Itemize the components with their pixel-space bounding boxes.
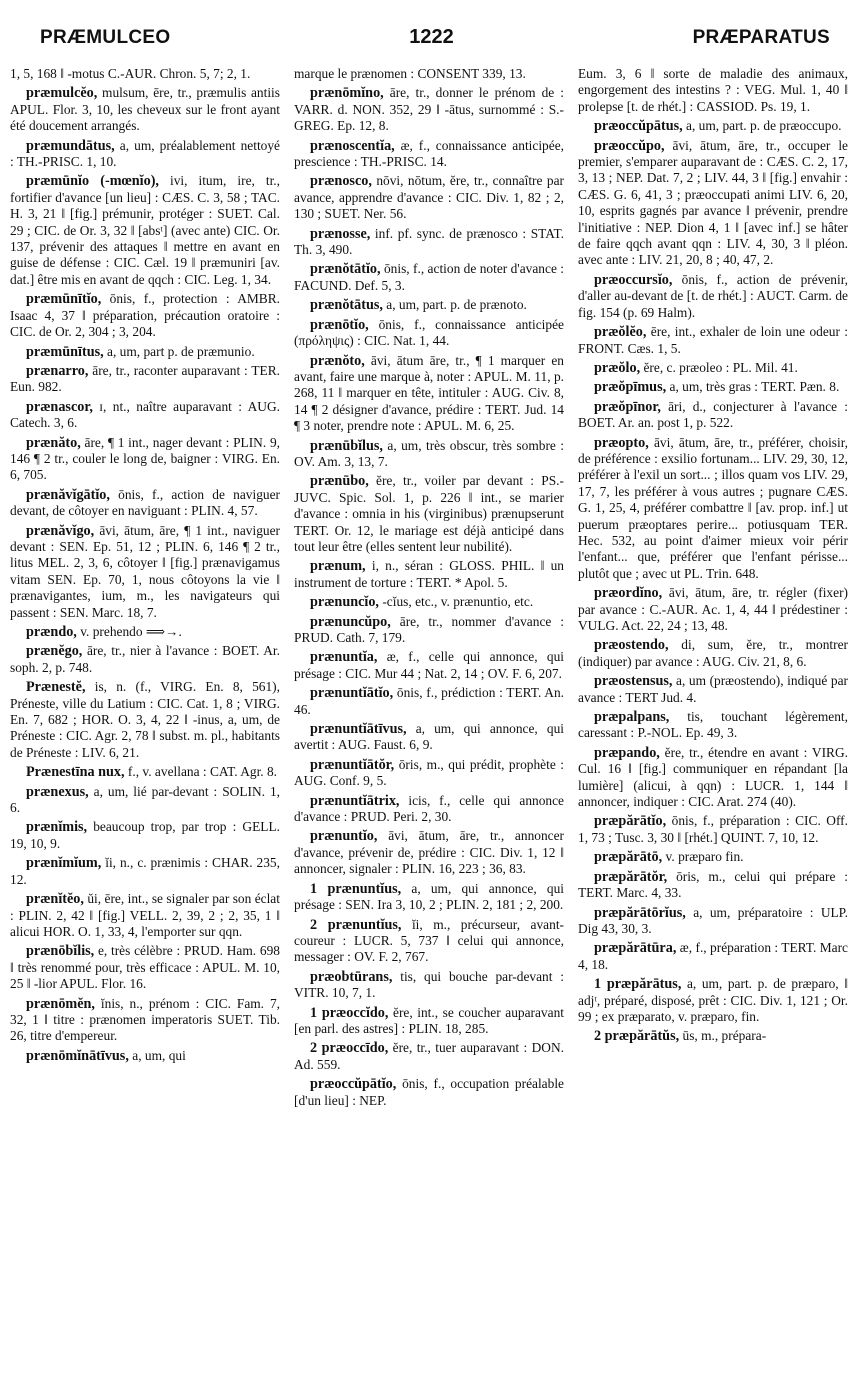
dictionary-entry: [10, 291, 280, 340]
right-guide-word: PRÆPARATUS: [692, 27, 830, 48]
entry-headword: 2 præoccīdo,: [310, 1040, 389, 1057]
entry-headword: prænūbo,: [310, 473, 369, 490]
entry-headword: præmundātus,: [26, 137, 115, 154]
entry-headword: præŏlĕo,: [594, 324, 647, 341]
entry-definition: inf. pf. sync. de prænosco : STAT. Th. 3, 490.: [294, 225, 564, 258]
entry-headword: prænăvĭgātĭo,: [26, 486, 110, 503]
column-right: [578, 66, 848, 1379]
entry-definition: āvi, ātum, āre, ¶ 1 int., naviguer devant : SEN. Ep. 51, 12 ; PLIN. 6, 146 ¶ 2 tr., litus MEL. 2, 3, 6, côtoyer ‖ [fig.] prænavigamus vitam SEN. Ep. 70, 1, nous côtoyons la vie ‖ prænavigantes, ium, m., les navigateurs qui passent : SEN. Marc. 18, 7.: [10, 522, 280, 620]
entry-definition: di, sum, ĕre, tr., montrer (indiquer) par avance : AUG. Civ. 21, 8, 6.: [578, 637, 848, 669]
entry-headword: prænuncĭo,: [310, 594, 379, 611]
dictionary-entry: [10, 643, 280, 676]
entry-headword: prænōmĕn,: [26, 995, 95, 1012]
dictionary-entry: [10, 363, 280, 396]
dictionary-entry: [294, 317, 564, 350]
dictionary-entry: [578, 1028, 848, 1044]
entry-headword: prænōtĭo,: [310, 316, 369, 333]
entry-definition: āre, tr., nommer d'avance : PRUD. Cath. 7, 179.: [294, 613, 564, 645]
entry-definition: āre, tr., raconter auparavant : TER. Eun. 982.: [10, 362, 280, 395]
entry-definition: āre, tr., nier à l'avance : BOET. Ar. soph. 2, p. 748.: [10, 643, 280, 675]
dictionary-entry: [294, 1040, 564, 1073]
entry-definition: āvi, ātum, āre, tr., occuper le premier, s'emparer auparavant de : CÆS. C. 2, 17, 3, 13 ; NEP. Dat. 7, 2 ; LIV. 44, 3 ‖ [fig.] envahir : CÆS. G. 6, 41, 3 ; præoccupati animi LIV. 6, 20, 10, esprits gagnés par avance ‖ prévenir, prendre l'initiative : NEP. Dion 4, 1 ‖ [avec inf.] se hâter de faire qqch avant qqn : LIV. 4, 30, 3 ‖ pléon. avec ante : LIV. 21, 20, 8 ; 40, 47, 2.: [578, 137, 848, 268]
dictionary-entry: [578, 813, 848, 846]
dictionary-entry: [294, 226, 564, 259]
entry-definition: ĕre, tr., tuer auparavant : DON. Ad. 559.: [294, 1040, 564, 1072]
entry-headword: prænuntĭātīvus,: [310, 721, 407, 738]
dictionary-entry: [10, 996, 280, 1045]
entry-definition: a, um, préalablement nettoyé : TH.-PRISC. 1, 10.: [10, 137, 280, 170]
entry-definition: i, n., séran : GLOSS. PHIL. ‖ un instrument de torture : TERT. * Apol. 5.: [294, 558, 564, 590]
entry-definition: āvi, ātum, āre, tr., préférer, choisir, de préférence : exsilio fortunam... LIV. 29, 30, 12, préférer à l'exil un sort... ; illos quam vos LIV. 29, 17, 7, les préférer à vous autres ; pugnare CÆS. G. 1, 25, 4, préférer combattre ‖ [av. prop. inf.] ut puerum præoptares perire... potiusquam TER. Hec. 532, au point d'aimer mieux voir périr l'enfant... que, préférer que l'enfant périsse... plutôt que ; avec ut PL. Trin. 648.: [578, 434, 848, 581]
entry-headword: 2 prænuntĭus,: [310, 916, 402, 933]
entry-definition: a, um, qui annonce, qui avertit : AUG. Faust. 6, 9.: [294, 721, 564, 753]
dictionary-entry: [578, 940, 848, 973]
entry-headword: prænuntĭātrix,: [310, 792, 400, 809]
dictionary-entry: [294, 558, 564, 591]
entry-headword: prændo,: [26, 624, 77, 640]
entry-definition: a, um, part. p. de præparo, ‖ adjᵗ, préparé, disposé, prêt : CIC. Div. 1, 121 ; Or. 99 ; ex præparato, v. præparo, fin.: [578, 976, 848, 1024]
column-left: [10, 66, 280, 1379]
left-guide-word: PRÆMULCEO: [40, 27, 171, 48]
entry-definition: icis, f., celle qui annonce d'avance : PRUD. Peri. 2, 30.: [294, 792, 564, 825]
dictionary-entry: [294, 685, 564, 718]
entry-definition: a, um, qui: [132, 1047, 186, 1063]
entry-definition: ūs, m., prépara-: [682, 1028, 767, 1044]
entry-headword: præpărātūra,: [594, 940, 677, 957]
entry-headword: prænūbĭlus,: [310, 437, 383, 454]
dictionary-entry: [294, 1005, 564, 1038]
entry-definition: a, um, qui annonce, qui présage : SEN. Ira 3, 10, 2 ; PLIN. 2, 181 ; 2, 200.: [294, 880, 564, 913]
entry-definition: ōnis, f., action de naviguer devant, de côtoyer en naviguant : PLIN. 4, 57.: [10, 486, 280, 519]
entry-headword: præŏpīmus,: [594, 379, 667, 396]
dictionary-entry: [578, 673, 848, 706]
entry-definition: is, n. (f., VIRG. En. 8, 561), Préneste, ville du Latium : CIC. Cat. 1, 8 ; VIRG. En. 7, 682 ; HOR. O. 3, 4, 22 ‖ -inus, a, um, de Préneste : CIC. Agr. 2, 78 ‖ subst. m. pl., habitants de Préneste : LIV. 6, 21.: [10, 679, 280, 760]
entry-definition: ĕre, c. præoleo : PL. Mil. 41.: [643, 359, 798, 375]
dictionary-entry: [10, 679, 280, 761]
entry-headword: prænōbĭlis,: [26, 943, 95, 960]
entry-headword: Prænestĕ,: [26, 679, 86, 696]
dictionary-entry: [578, 976, 848, 1025]
entry-headword: 1 præpărātus,: [594, 976, 682, 993]
entry-definition: ōnis, f., préparation : CIC. Off. 1, 73 ; Tusc. 3, 30 ‖ [rhét.] QUINT. 7, 10, 12.: [578, 813, 848, 845]
entry-headword: præobtūrans,: [310, 968, 393, 985]
entry-headword: Prænestīna nux,: [26, 764, 125, 781]
entry-definition: āvi, ātum āre, tr., ¶ 1 marquer en avant, faire une marque à, noter : APUL. M. 11, p. 268, 11 ‖ marquer en tête, intituler : AUG. Civ. 8, 14 ¶ 2 désigner d'avance, prédire : TERT. Jud. 14 ¶ 3 noter, prendre note : APUL. M. 6, 25.: [294, 352, 564, 434]
dictionary-entry: [578, 360, 848, 376]
dictionary-entry: [578, 745, 848, 811]
entry-definition: mulsum, ēre, tr., præmulis antiis APUL. Flor. 3, 10, les cheveux sur le front ayant été doucement arrangés.: [10, 85, 280, 134]
entry-definition: ōnis, f., prédiction : TERT. An. 46.: [294, 685, 564, 717]
entry-headword: præoccŭpo,: [594, 137, 665, 154]
column-middle: [294, 66, 564, 1379]
dictionary-entry: [10, 173, 280, 288]
entry-headword: præoccursĭo,: [594, 271, 673, 288]
entry-headword: præpărātō,: [594, 849, 663, 866]
dictionary-entry: [578, 905, 848, 938]
entry-definition: v. prehendo ⟹→.: [80, 624, 182, 639]
entry-headword: prænarro,: [26, 362, 89, 379]
entry-definition: ōris, m., celui qui prépare : TERT. Marc. 4, 33.: [578, 868, 848, 901]
dictionary-entry: [10, 435, 280, 484]
dictionary-entry: [578, 709, 848, 742]
entry-headword: 2 præpărātŭs,: [594, 1028, 680, 1045]
entry-definition: ōnis, f., connaissance anticipée (πρόληψις) : CIC. Nat. 1, 44.: [294, 316, 564, 349]
entry-headword: prænĭtĕo,: [26, 891, 84, 908]
entry-definition: ĭnis, n., prénom : CIC. Fam. 7, 32, 1 ‖ titre : prænomen imperatoris SUET. Tib. 26, titre d'empereur.: [10, 995, 280, 1044]
entry-headword: prænuncŭpo,: [310, 613, 391, 630]
entry-definition: a, um, part. p. de præoccupo.: [686, 118, 842, 134]
entry-headword: prænuntĭa,: [310, 649, 378, 666]
dictionary-entry: [294, 438, 564, 471]
entry-definition: ōnis, f., action de noter d'avance : FACUND. Def. 5, 3.: [294, 261, 564, 293]
entry-headword: præpărātŏr,: [594, 868, 668, 885]
entry-headword: prænuntĭātĭo,: [310, 685, 394, 702]
entry-definition: nōvi, nōtum, ĕre, tr., connaître par avance, apprendre d'avance : CIC. Div. 1, 82 ; 2, 130 ; SUET. Ner. 56.: [294, 173, 564, 222]
entry-definition: e, très célèbre : PRUD. Ham. 698 ‖ très renommé pour, très efficace : APUL. M. 10, 25 ‖ -lior APUL. Flor. 16.: [10, 943, 280, 992]
dictionary-entry: [578, 637, 848, 670]
entry-headword: prænăvĭgo,: [26, 522, 95, 539]
entry-headword: prænuntĭo,: [310, 828, 378, 845]
entry-headword: præordĭno,: [594, 585, 663, 602]
entry-headword: præmūnītĭo,: [26, 291, 102, 308]
dictionary-entry: [578, 435, 848, 583]
entry-definition: ĕre, tr., voiler par devant : PS.-JUVC. Spic. Sol. 1, p. 226 ‖ int., se marier d'avance : omnia in his (virginibus) prænupserunt TERT. Or. 12, le mariage est déjà anticipé dans tout leur être (elles sentent leur nubilité).: [294, 473, 564, 554]
text-columns: [10, 66, 848, 1379]
dictionary-entry: [294, 917, 564, 966]
entry-headword: præoccŭpātus,: [594, 118, 683, 135]
entry-headword: præoccŭpātĭo,: [310, 1076, 397, 1093]
entry-definition: ōnis, f., occupation préalable [d'un lieu] : NEP.: [294, 1076, 564, 1108]
entry-definition: āre, ¶ 1 int., nager devant : PLIN. 9, 146 ¶ 2 tr., couler le long de, baigner : VIRG. En. 6, 705.: [10, 434, 280, 483]
entry-definition: ōris, m., qui prédit, prophète : AUG. Conf. 9, 5.: [294, 756, 564, 789]
dictionary-entry: [578, 324, 848, 357]
entry-headword: prænĭmis,: [26, 819, 88, 836]
dictionary-entry: [294, 721, 564, 754]
dictionary-entry: [294, 353, 564, 435]
entry-headword: præŏpīnor,: [594, 398, 661, 415]
dictionary-entry: [10, 487, 280, 520]
entry-definition: ōnis, f., action de prévenir, d'aller au-devant de [t. de rhét.] : AUCT. Carm. de fig. 154 (p. 69 Halm).: [578, 271, 848, 320]
dictionary-entry: [294, 173, 564, 222]
entry-headword: præpărātĭo,: [594, 813, 667, 830]
entry-definition: ĕre, tr., étendre en avant : VIRG. Cul. 16 ‖ [fig.] communiquer en répandant [la lumière] (alicui, à qqn) : LUCR. 1, 144 ‖ annoncer, indiquer : CIC. Arat. 274 (40).: [578, 744, 848, 810]
dictionary-entry: [578, 272, 848, 321]
entry-definition: tis, touchant légèrement, caressant : P.-NOL. Ep. 49, 3.: [578, 709, 848, 741]
entry-definition: ĕre, int., se coucher auparavant [en parl. des astres] : PLIN. 18, 285.: [294, 1004, 564, 1036]
entry-headword: præmulcĕo,: [26, 85, 98, 102]
entry-definition: ĭi, m., précurseur, avant-coureur : LUCR. 5, 737 ‖ celui qui annonce, messager : OV. F. 2, 767.: [294, 916, 564, 965]
entry-headword: prænoscentĭa,: [310, 137, 395, 154]
entry-headword: præmūnĭo (-mœnĭo),: [26, 173, 159, 190]
dictionary-entry: [294, 261, 564, 294]
entry-definition: 1, 5, 168 ‖ -motus C.-AUR. Chron. 5, 7; 2, 1.: [10, 66, 251, 81]
entry-headword: prænōmĭno,: [310, 85, 384, 102]
dictionary-entry: [294, 614, 564, 647]
dictionary-entry: [10, 943, 280, 992]
entry-headword: 1 prænuntĭus,: [310, 880, 402, 897]
entry-headword: prænexus,: [26, 783, 89, 800]
dictionary-entry: [578, 138, 848, 269]
dictionary-entry: [294, 473, 564, 555]
entry-headword: prænĭmĭum,: [26, 855, 102, 872]
dictionary-entry: [294, 297, 564, 313]
entry-headword: prænum,: [310, 558, 366, 575]
dictionary-entry: [10, 764, 280, 780]
entry-definition: a, um, très gras : TERT. Pæn. 8.: [669, 379, 840, 395]
entry-headword: prænăto,: [26, 434, 81, 451]
dictionary-entry: [294, 793, 564, 826]
dictionary-entry: [294, 649, 564, 682]
entry-definition: f., v. avellana : CAT. Agr. 8.: [127, 764, 278, 780]
entry-definition: marque le prænomen : CONSENT 339, 13.: [294, 66, 526, 81]
entry-definition: beaucoup trop, par trop : GELL. 19, 10, 9.: [10, 819, 280, 851]
entry-definition: æ, f., préparation : TERT. Marc 4, 18.: [578, 940, 848, 972]
entry-definition: -cĭus, etc., v. prænuntio, etc.: [382, 594, 534, 610]
dictionary-entry: [294, 66, 564, 82]
entry-definition: āre, tr., donner le prénom de : VARR. d. NON. 352, 29 ‖ -ātus, surnommé : S.-GREG. Ep. 12, 8.: [294, 85, 564, 134]
entry-headword: prænĕgo,: [26, 643, 83, 660]
dictionary-entry: [10, 523, 280, 621]
entry-headword: prænŏto,: [310, 352, 365, 369]
entry-headword: præmūnītus,: [26, 343, 104, 360]
entry-definition: ivi, itum, ire, tr., fortifier d'avance [un lieu] : CÆS. C. 3, 58 ; TAC. H. 3, 21 ‖ [fig.] prémunir, protéger : SUET. Cal. 29 ; CIC. de Or. 3, 32 ‖ [absᵗ] (avec ante) CIC. Or. 137, prévenir des attaques ‖ mettre en avant en guise de défense : CIC. Cæl. 19 ‖ præmuniri [av. dat.] être mis en avant de qqch : CIC. Leg. 1, 34.: [10, 173, 280, 287]
dictionary-entry: [10, 855, 280, 888]
dictionary-entry: [10, 624, 280, 640]
entry-headword: præostendo,: [594, 637, 669, 654]
entry-definition: v. præparo fin.: [665, 849, 744, 865]
dictionary-entry: [294, 138, 564, 171]
dictionary-entry: [578, 66, 848, 115]
entry-definition: āvi, ātum, āre, tr. régler (fixer) par avance : C.-AUR. Ac. 1, 4, 44 ‖ prédestiner : VULG. Act. 22, 24 ; 13, 48.: [578, 585, 848, 633]
entry-headword: præopto,: [594, 434, 649, 451]
entry-headword: prænascor,: [26, 398, 93, 415]
entry-definition: æ, f., celle qui annonce, qui présage : CIC. Mur 44 ; Nat. 2, 14 ; OV. F. 6, 207.: [294, 649, 564, 681]
entry-headword: præpando,: [594, 744, 660, 761]
running-header: [40, 26, 830, 56]
dictionary-entry: [578, 399, 848, 432]
dictionary-entry: [10, 85, 280, 134]
entry-headword: præŏlo,: [594, 359, 641, 376]
entry-definition: a, um, préparatoire : ULP. Dig 43, 30, 3.: [578, 904, 848, 936]
dictionary-entry: [10, 784, 280, 817]
entry-headword: præpalpans,: [594, 709, 670, 726]
dictionary-entry: [578, 869, 848, 902]
entry-headword: prænuntĭātŏr,: [310, 756, 395, 773]
entry-definition: tis, qui bouche par-devant : VITR. 10, 7, 1.: [294, 968, 564, 1001]
dictionary-entry: [578, 585, 848, 634]
entry-definition: a, um (præostendo), indiqué par avance : TERT Jud. 4.: [578, 673, 848, 705]
entry-definition: āri, d., conjecturer à l'avance : BOET. Ar. an. post 1, p. 522.: [578, 398, 848, 431]
entry-definition: a, um, très obscur, très sombre : OV. Am. 3, 13, 7.: [294, 437, 564, 469]
dictionary-entry: [578, 379, 848, 395]
dictionary-entry: [294, 881, 564, 914]
dictionary-entry: [10, 819, 280, 852]
dictionary-entry: [10, 399, 280, 432]
entry-definition: æ, f., connaissance anticipée, prescience : TH.-PRISC. 14.: [294, 137, 564, 170]
entry-definition: ōnis, f., protection : AMBR. Isaac 4, 37 ‖ préparation, précaution oratoire : CIC. de Or. 2, 304 ; 3, 204.: [10, 291, 280, 340]
entry-headword: prænosco,: [310, 173, 372, 190]
entry-headword: 1 præoccĭdo,: [310, 1004, 389, 1021]
entry-definition: āvi, ātum, āre, tr., annoncer d'avance, prévenir de, prédire : CIC. Div. 1, 12 ‖ annoncer, signaler : PLIN. 16, 223 ; 36, 83.: [294, 828, 564, 877]
dictionary-entry: [294, 969, 564, 1002]
dictionary-entry: [10, 66, 280, 82]
dictionary-entry: [10, 891, 280, 940]
entry-definition: ĭi, n., c. prænimis : CHAR. 235, 12.: [10, 855, 280, 887]
entry-definition: Eum. 3, 6 ‖ sorte de maladie des animaux, engorgement des intestins ? : VEG. Mul. 1, 40 ‖ prolepse [t. de rhét.] : CASSIOD. Ps. 19, 1.: [578, 66, 848, 114]
dictionary-entry: [294, 85, 564, 134]
dictionary-entry: [294, 594, 564, 610]
entry-definition: ēre, int., exhaler de loin une odeur : FRONT. Cæs. 1, 5.: [578, 324, 848, 356]
entry-headword: præpărātōrĭus,: [594, 904, 686, 921]
dictionary-entry: [294, 757, 564, 790]
entry-headword: prænŏtātus,: [310, 297, 383, 314]
entry-headword: præostensus,: [594, 673, 673, 690]
entry-definition: ŭi, ēre, int., se signaler par son éclat : PLIN. 2, 42 ‖ [fig.] VELL. 2, 39, 2 ; 2, 35, 1 ‖ alicui HOR. O. 1, 33, 4, l'emporter sur qqn.: [10, 891, 280, 939]
dictionary-entry: [578, 849, 848, 865]
entry-headword: prænōmĭnātīvus,: [26, 1047, 129, 1064]
entry-definition: a, um, part p. de præmunio.: [107, 343, 255, 359]
entry-definition: a, um, lié par-devant : SOLIN. 1, 6.: [10, 783, 280, 816]
entry-definition: a, um, part. p. de prænoto.: [386, 297, 527, 313]
page-number: 1222: [409, 26, 454, 48]
entry-definition: ɪ, nt., naître auparavant : AUG. Catech. 3, 6.: [10, 398, 280, 431]
dictionary-entry: [578, 118, 848, 134]
dictionary-entry: [10, 1048, 280, 1064]
entry-headword: prænŏtātĭo,: [310, 261, 381, 278]
entry-headword: prænosse,: [310, 225, 371, 242]
dictionary-entry: [10, 138, 280, 171]
dictionary-entry: [294, 1076, 564, 1109]
dictionary-entry: [10, 344, 280, 360]
dictionary-entry: [294, 828, 564, 877]
